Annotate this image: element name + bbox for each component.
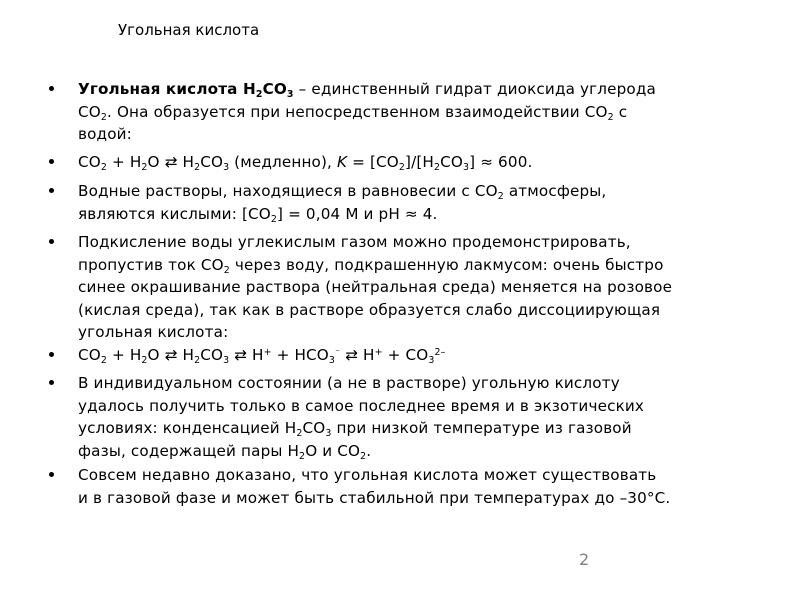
bullet-dot xyxy=(49,380,54,385)
bullet-dot xyxy=(49,188,54,193)
bullet-dot xyxy=(49,239,54,244)
bullet-line xyxy=(78,487,778,510)
text-run: – единственный гидрат диоксида углерода xyxy=(293,80,656,98)
bullet-line xyxy=(78,417,778,440)
text-run: через воду, подкрашенную лакмусом: очень быстро xyxy=(229,255,664,274)
text-run: ]/[H xyxy=(405,153,435,171)
text-run: при низкой температуре из газовой xyxy=(331,419,632,437)
subscript: 2 xyxy=(223,264,230,276)
subscript: 3 xyxy=(223,355,230,367)
text-run: ] = 0,04 M и pH ≈ 4. xyxy=(277,204,438,223)
text-run: В индивидуальном состоянии (а не в растворе) угольную кислоту xyxy=(78,374,620,392)
subscript: 2 xyxy=(194,355,201,367)
subscript: 2 xyxy=(270,213,278,225)
bullet-line xyxy=(78,464,778,487)
bullet-dot xyxy=(49,159,54,164)
text-run: удалось получить только в самое последнее время и в экзотических xyxy=(78,396,645,415)
subscript: 3 xyxy=(286,89,294,101)
text-run: угольная кислота: xyxy=(78,323,229,341)
text-run: + HCO xyxy=(271,346,329,364)
bullet-line xyxy=(78,78,778,101)
text-run: условиях: конденсацией H xyxy=(78,419,297,437)
bullet-dot xyxy=(49,86,54,91)
subscript: 2 xyxy=(255,89,263,101)
bullet-text xyxy=(78,180,778,225)
subscript: 2 xyxy=(100,111,107,123)
text-run: синее окрашивание раствора (нейтральная среда) меняется на розовое xyxy=(78,278,673,296)
text-run: Водные растворы, находящиеся в равновесии с CO xyxy=(78,182,498,200)
text-run: . xyxy=(366,441,372,460)
text-run: CO xyxy=(78,102,101,121)
bullet-text xyxy=(78,464,778,509)
bullet-line xyxy=(78,276,778,299)
text-run: CO xyxy=(78,346,101,364)
text-run: являются кислыми: [CO xyxy=(78,204,271,223)
text-run: (медленно), xyxy=(229,153,337,171)
subscript: 2 xyxy=(497,191,504,203)
subscript: 2 xyxy=(434,162,441,174)
text-run: CO xyxy=(440,153,464,171)
bullet-line xyxy=(78,299,778,322)
bullet-line xyxy=(78,395,778,418)
bullet-dot xyxy=(49,352,54,357)
superscript: + xyxy=(374,346,383,358)
subscript: 2 xyxy=(100,162,107,174)
text-run: Подкисление воды углекислым газом можно продемонстрировать, xyxy=(78,233,631,251)
text-run: + H xyxy=(107,153,142,171)
text-run: и в газовой фазе и может быть стабильной при температурах до –30°C. xyxy=(78,488,671,507)
text-run: CO xyxy=(302,419,326,437)
text-run: + CO xyxy=(382,346,429,364)
subscript: 2 xyxy=(299,450,306,462)
subscript: 2 xyxy=(141,355,148,367)
bullet-item xyxy=(78,372,778,462)
text-run: CO xyxy=(200,153,224,171)
superscript: ⁻ xyxy=(335,346,341,358)
bullet-text xyxy=(78,78,778,146)
bullet-item xyxy=(78,231,778,344)
text-run: O ⇄ H xyxy=(147,153,195,171)
text-run: + H xyxy=(107,346,142,364)
bullet-line xyxy=(78,180,778,203)
superscript: + xyxy=(263,346,272,358)
subscript: 2 xyxy=(194,162,201,174)
subscript: 2 xyxy=(360,450,367,462)
bullet-text xyxy=(78,151,778,174)
bullet-item xyxy=(78,151,778,174)
text-run: CO xyxy=(78,153,101,171)
text-run: . Она образуется при непосредственном взаимодействии CO xyxy=(107,102,608,121)
bullet-line xyxy=(78,231,778,254)
bullet-text xyxy=(78,372,778,462)
bullet-line xyxy=(78,123,778,146)
text-run: Угольная кислота H xyxy=(78,80,256,98)
text-run: = [CO xyxy=(347,153,399,171)
subscript: 3 xyxy=(325,428,332,440)
text-run: ⇄ H xyxy=(340,346,375,364)
text-run: ⇄ H xyxy=(229,346,264,364)
subscript: 3 xyxy=(428,355,435,367)
bullet-dot xyxy=(49,472,54,477)
bullet-item xyxy=(78,464,778,509)
text-run: Совсем недавно доказано, что угольная кислота может существовать xyxy=(78,466,657,484)
superscript: 2– xyxy=(434,346,446,358)
slide-title: Угольная кислота xyxy=(118,21,260,39)
text-run: ] ≈ 600. xyxy=(469,153,533,171)
text-run: атмосферы, xyxy=(503,182,607,200)
bullet-line xyxy=(78,440,778,463)
text-run: CO xyxy=(262,80,287,98)
text-run: O ⇄ H xyxy=(147,346,195,364)
text-run: K xyxy=(337,153,348,171)
subscript: 3 xyxy=(463,162,470,174)
bullet-line xyxy=(78,151,778,174)
text-run: фазы, содержащей пары H xyxy=(78,441,300,460)
bullet-item xyxy=(78,78,778,146)
text-run: водой: xyxy=(78,125,132,143)
subscript: 3 xyxy=(223,162,230,174)
bullet-line xyxy=(78,344,778,367)
bullet-line xyxy=(78,372,778,395)
text-run: (кислая среда), так как в растворе образуется слабо диссоциирующая xyxy=(78,300,661,319)
text-run: O и CO xyxy=(305,441,361,460)
bullet-text xyxy=(78,231,778,344)
text-run: с xyxy=(613,102,628,121)
subscript: 2 xyxy=(607,111,614,123)
text-run: CO xyxy=(200,346,224,364)
bullet-item xyxy=(78,180,778,225)
subscript: 2 xyxy=(398,162,406,174)
bullet-text xyxy=(78,344,778,367)
subscript: 3 xyxy=(328,355,336,367)
bullet-line xyxy=(78,321,778,344)
subscript: 2 xyxy=(296,428,303,440)
bullet-line xyxy=(78,203,778,226)
page-number: 2 xyxy=(579,550,590,569)
subscript: 2 xyxy=(141,162,148,174)
bullet-item xyxy=(78,344,778,367)
text-run: пропустив ток CO xyxy=(78,255,224,274)
bullet-line xyxy=(78,254,778,277)
bullet-line xyxy=(78,101,778,124)
subscript: 2 xyxy=(100,355,107,367)
